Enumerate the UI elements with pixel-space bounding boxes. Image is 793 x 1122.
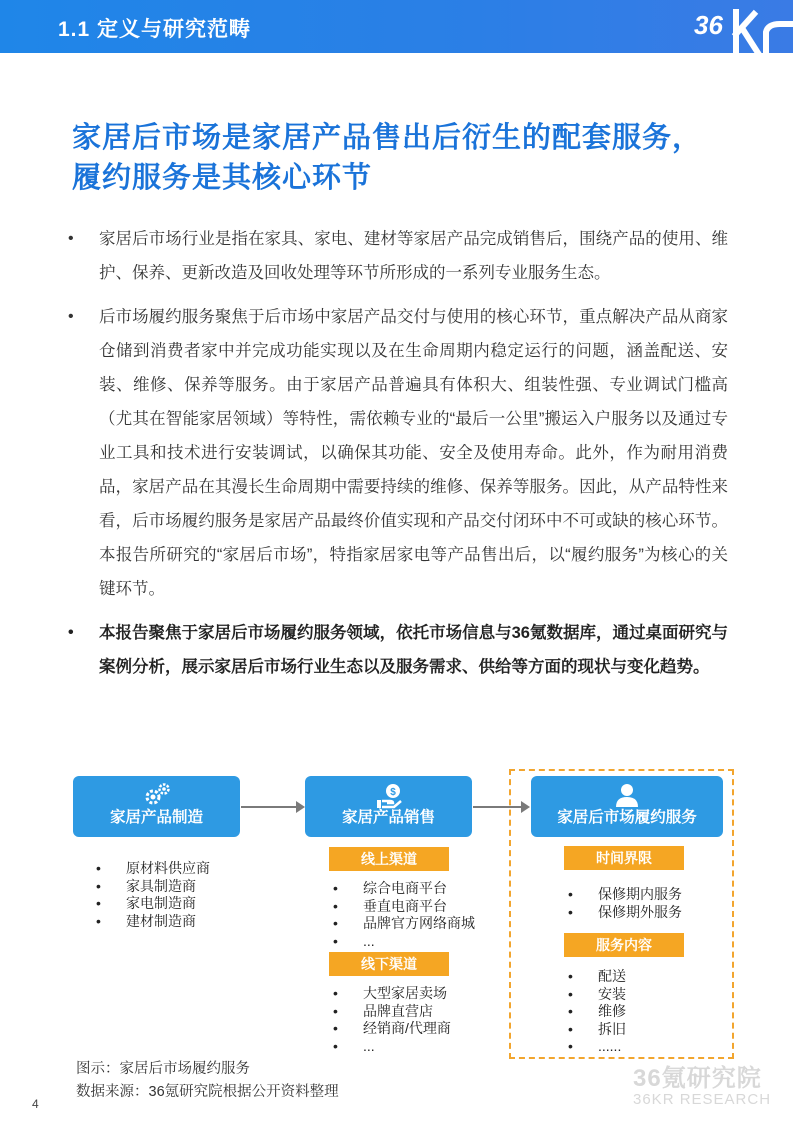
service-content-list [568,968,626,1056]
list-item: • ... [333,1037,375,1054]
list-item: • 品牌直营店 [333,1002,433,1019]
page-header [0,0,793,53]
bullet-text: 本报告聚焦于家居后市场履约服务领域，依托市场信息与36氪数据库，通过桌面研究与案例分析，展示家居后市场行业生态以及服务需求、供给等方面的现状与变化趋势。 [99,624,728,676]
list-item: • 垂直电商平台 [333,897,447,914]
list-item: • ... [333,932,375,949]
box-manufacturing-label: 家居产品制造 [109,809,203,826]
list-item: • 家具制造商 [96,877,196,894]
tag-online-channel: 线上渠道 [329,847,449,871]
bullet-text: 后市场履约服务聚焦于后市场中家居产品交付与使用的核心环节，重点解决产品从商家仓储到消费者家中并完成功能实现以及在生命周期内稳定运行的问题，涵盖配送、安装、维修、保养等服务。由于家居产品普遍具有体积大、组装性强、专业调试门槛高（尤其在智能家居领域）等特性，需依赖专业的“最后一公里”搬运入户服务以及通过专业工具和技术进行安装调试，以确保其功能、安全及使用寿命。此外，作为耐用消费品，家居产品在其漫长生命周期中需要持续的维修、保养等服务。因此，从产品特性来看，后市场履约服务是家居产品最终价值实现和产品交付闭环中不可或缺的核心环节。本报告所研究的“家居后市场”，特指家居家电等产品售出后，以“履约服务”为核心的关键环节。 [99,308,728,598]
list-item: • 品牌官方网络商城 [333,915,475,931]
list-item: • 原材料供应商 [96,860,210,876]
svg-text:36: 36 [694,10,723,40]
box-manufacturing [73,776,240,837]
list-item: • 拆旧 [568,1020,626,1037]
tag-service-content: 服务内容 [564,933,684,957]
arrow-1 [241,806,303,808]
bullet-dot: • [68,308,74,325]
time-limit-list [568,886,682,921]
online-channel-list [333,880,475,950]
list-item: • 建材制造商 [96,912,196,929]
watermark-line-2: 36KR RESEARCH [633,1091,772,1108]
tag-offline-channel: 线下渠道 [329,952,449,976]
tag-time-limit: 时间界限 [564,846,684,870]
data-source: 数据来源：36氪研究院根据公开资料整理 [76,1084,339,1100]
list-item: • 安装 [568,985,626,1002]
list-item: • 大型家居卖场 [333,985,447,1001]
36kr-logo [692,2,793,53]
bullet-item-1 [68,222,728,290]
manufacturing-list [96,860,210,930]
box-sales [305,776,472,837]
headline-line-2: 履约服务是其核心环节 [72,162,373,194]
box-fulfillment [531,776,723,837]
bullet-item-2 [68,300,728,606]
headline [72,118,752,198]
list-item: • 经销商/代理商 [333,1020,451,1036]
list-item: • 家电制造商 [96,895,196,911]
bullet-dot: • [68,230,74,247]
list-item: • 保修期外服务 [568,903,682,920]
headline-line-1: 家居后市场是家居产品售出后衍生的配套服务， [72,122,703,154]
section-title: 1.1 定义与研究范畴 [58,18,252,41]
watermark [633,1058,771,1108]
bullet-text: 家居后市场行业是指在家具、家电、建材等家居产品完成销售后，围绕产品的使用、维护、保养、更新改造及回收处理等环节所形成的一系列专业服务生态。 [99,230,728,282]
list-item: • ...... [568,1038,622,1054]
figure-caption: 图示：家居后市场履约服务 [76,1061,250,1077]
list-item: • 维修 [568,1003,626,1019]
offline-channel-list [333,985,451,1055]
box-sales-label: 家居产品销售 [341,809,435,826]
watermark-line-1: 36氪研究院 [633,1065,762,1092]
list-item: • 配送 [568,968,626,984]
bullet-list [68,222,728,694]
page-number: 4 [32,1097,39,1111]
bullet-dot: • [68,624,74,641]
list-item: • 综合电商平台 [333,880,447,896]
bullet-item-3 [68,616,728,684]
svg-text:$: $ [389,787,396,798]
list-item: • 保修期内服务 [568,886,682,902]
box-fulfillment-label: 家居后市场履约服务 [557,809,697,826]
